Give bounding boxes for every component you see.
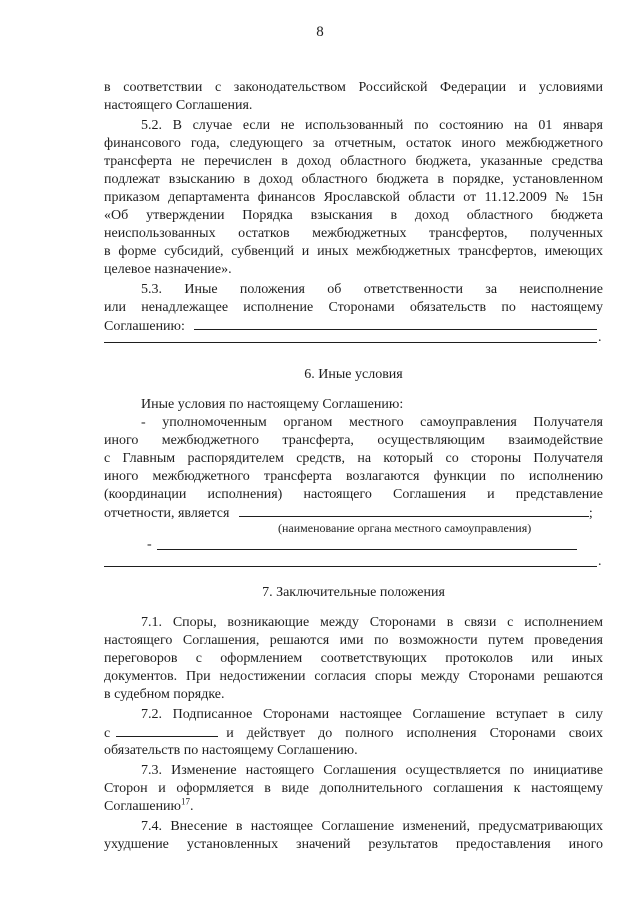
text-line: финансового года, следующего за отчетным, остаток иного межбюджетного xyxy=(104,136,603,151)
text-line: - уполномоченным органом местного самоуправления Получателя xyxy=(141,415,603,430)
text-fragment: Соглашению: xyxy=(104,319,185,334)
text-line: подлежат взысканию в доход областного бюджета в порядке, установленном xyxy=(104,172,603,187)
text-line: настоящего Соглашения. xyxy=(104,98,253,113)
text-line: 7.3. Изменение настоящего Соглашения осуществляется по инициативе xyxy=(141,763,603,778)
page-number: 8 xyxy=(316,24,324,40)
text-line: Иные условия по настоящему Соглашению: xyxy=(141,397,404,412)
text-line: в соответствии с законодательством Российской Федерации и условиями xyxy=(104,80,603,95)
text-line: 7.1. Споры, возникающие между Сторонами в связи с исполнением xyxy=(141,615,603,630)
text-line: «Об утверждении Порядка взыскания в доход областного бюджета xyxy=(104,208,603,223)
text-line: документов. При недостижении согласия споры между Сторонами решаются xyxy=(104,669,603,684)
text-line: 5.2. В случае если не использованный по состоянию на 01 января xyxy=(141,118,603,133)
text-line xyxy=(104,798,603,816)
blank-line xyxy=(239,504,589,517)
text-line: с Главным распорядителем средств, на который со стороны Получателя xyxy=(104,451,603,466)
text-line: в форме субсидий, субвенций и иных межбюджетных трансфертов, имеющих xyxy=(104,244,603,259)
text-fragment: . xyxy=(598,554,602,569)
footnote-ref: 17 xyxy=(181,796,191,807)
text-line: обязательств по настоящему Соглашению. xyxy=(104,743,358,758)
blank-line xyxy=(104,566,597,567)
text-line: настоящего Соглашения, решаются ими по возможности путем проведения xyxy=(104,633,603,648)
text-fragment: Соглашению xyxy=(104,799,182,814)
text-fragment: ; xyxy=(588,506,593,521)
blank-line xyxy=(104,342,597,343)
text-fragment: и действует до полного исполнения Сторонами своих xyxy=(226,726,603,741)
blank-line xyxy=(157,549,577,550)
text-fragment: с xyxy=(104,726,111,741)
text-line: неиспользованных остатков межбюджетных трансфертов, полученных xyxy=(104,226,603,241)
text-line: трансферта не перечислен в доход областного бюджета, указанные средства xyxy=(104,154,603,169)
text-fragment: . xyxy=(598,330,602,345)
text-fragment: - xyxy=(147,537,152,552)
text-line: целевое назначение». xyxy=(104,262,232,277)
text-line: Сторон и оформляется в виде дополнительного соглашения к настоящему xyxy=(104,781,603,796)
text-line: 7.2. Подписанное Сторонами настоящее Соглашение вступает в силу xyxy=(141,707,603,722)
text-line xyxy=(104,724,603,743)
text-line: (координации исполнения) настоящего Соглашения и представление xyxy=(104,487,603,502)
text-line: приказом департамента финансов Ярославской области от 11.12.2009 № 15н xyxy=(104,190,603,205)
field-caption: (наименование органа местного самоуправления) xyxy=(278,521,532,535)
text-line: иного межбюджетного трансферта возлагаются функции по исполнению xyxy=(104,469,603,484)
text-line: 7.4. Внесение в настоящее Соглашение изменений, предусматривающих xyxy=(141,819,603,834)
text-line: ухудшение установленных значений результатов предоставления иного xyxy=(104,837,603,852)
section-heading: 7. Заключительные положения xyxy=(262,585,445,600)
text-line: или ненадлежащее исполнение Сторонами обязательств по настоящему xyxy=(104,300,603,315)
text-line: иного межбюджетного трансферта, осуществляющим взаимодействие xyxy=(104,433,603,448)
blank-line xyxy=(116,724,218,737)
text-line: переговоров с оформлением соответствующих протоколов или иных xyxy=(104,651,603,666)
text-line: в судебном порядке. xyxy=(104,687,225,702)
blank-line xyxy=(194,317,597,330)
text-fragment: отчетности, является xyxy=(104,506,230,521)
text-line: 5.3. Иные положения об ответственности за неисполнение xyxy=(141,282,603,297)
section-heading: 6. Иные условия xyxy=(304,367,403,382)
text-fragment: . xyxy=(190,799,194,814)
text-line xyxy=(104,317,603,336)
